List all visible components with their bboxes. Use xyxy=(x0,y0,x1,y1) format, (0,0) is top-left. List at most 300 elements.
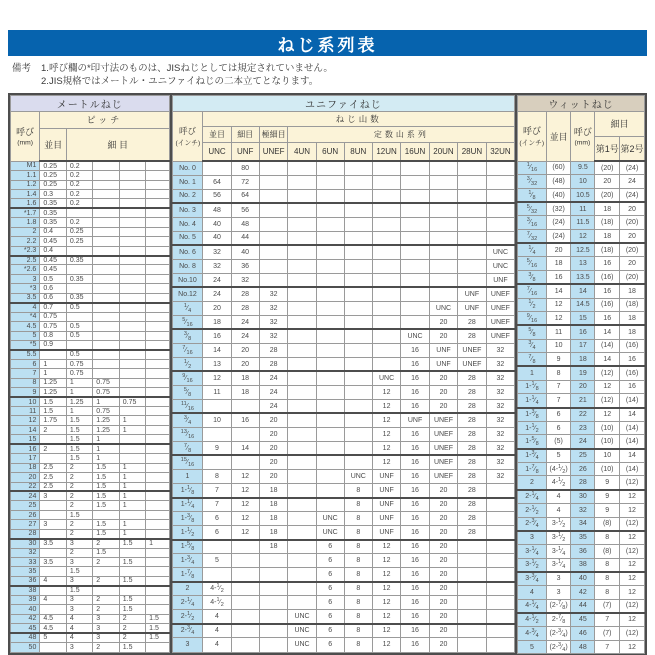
value-cell: 12 xyxy=(231,512,259,526)
row-name-cell: 33 xyxy=(11,558,40,567)
metric-section xyxy=(10,95,170,653)
value-cell xyxy=(486,498,515,512)
value-cell: 24 xyxy=(620,175,645,189)
value-cell xyxy=(66,246,92,255)
value-cell xyxy=(146,435,169,444)
value-cell xyxy=(146,227,169,236)
table-row xyxy=(518,202,645,216)
value-cell: (12) xyxy=(595,366,620,380)
table-row xyxy=(11,256,170,265)
value-cell: 20 xyxy=(429,568,457,582)
value-cell xyxy=(146,171,169,180)
value-cell: 3 xyxy=(93,624,119,633)
value-cell: 9 xyxy=(595,503,620,517)
row-name-cell: $^1⁄_{16}$ xyxy=(518,161,547,175)
value-cell: 1 xyxy=(119,473,145,482)
value-cell: 18 xyxy=(595,202,620,216)
value-cell xyxy=(288,596,316,610)
value-cell xyxy=(401,315,429,329)
value-cell xyxy=(486,189,515,203)
row-name-cell: $1-^1⁄_2$ xyxy=(518,421,547,435)
row-name-cell: 4.5 xyxy=(11,322,40,331)
value-cell: 12 xyxy=(372,582,400,596)
value-cell xyxy=(288,203,316,217)
value-cell xyxy=(288,329,316,343)
value-cell: 1.5 xyxy=(119,642,145,652)
value-cell: 20 xyxy=(620,202,645,216)
value-cell xyxy=(486,217,515,231)
value-cell: UNC xyxy=(401,329,429,343)
value-cell: 1.5 xyxy=(93,501,119,510)
value-cell xyxy=(146,369,169,378)
value-cell xyxy=(119,340,145,349)
value-cell xyxy=(259,231,288,245)
table-row xyxy=(518,421,645,435)
table-row xyxy=(518,394,645,408)
value-cell: 32 xyxy=(486,469,515,483)
value-cell: 20 xyxy=(259,413,288,427)
row-name-cell: $2-^1⁄_4$ xyxy=(172,596,203,610)
table-row xyxy=(11,227,170,236)
table-row xyxy=(11,463,170,472)
value-cell: 0.8 xyxy=(40,331,67,340)
value-cell: 44 xyxy=(571,599,595,613)
col-header-28un: 28UN xyxy=(458,142,486,161)
notes-label: 備考 xyxy=(12,63,32,74)
value-cell xyxy=(119,378,145,387)
row-name-cell: 3 xyxy=(11,274,40,283)
value-cell: 10 xyxy=(571,175,595,189)
value-cell: 0.75 xyxy=(93,407,119,416)
value-cell: (7) xyxy=(595,627,620,641)
value-cell xyxy=(231,638,259,652)
row-name-cell: 1 xyxy=(172,469,203,483)
table-row xyxy=(518,613,645,627)
value-cell: 3 xyxy=(93,633,119,642)
value-cell: 24 xyxy=(231,329,259,343)
value-cell xyxy=(486,568,515,582)
value-cell xyxy=(259,554,288,568)
value-cell: 1 xyxy=(40,359,67,368)
value-cell: 12 xyxy=(620,531,645,545)
value-cell xyxy=(40,454,67,463)
value-cell: (14) xyxy=(620,435,645,449)
value-cell: 34 xyxy=(571,517,595,531)
value-cell: 16 xyxy=(401,526,429,540)
value-cell: 0.2 xyxy=(66,218,92,227)
table-row xyxy=(172,357,515,371)
unified-fine-header: 細目 xyxy=(231,126,259,142)
value-cell: 72 xyxy=(231,175,259,189)
value-cell xyxy=(146,444,169,453)
value-cell xyxy=(486,582,515,596)
value-cell: 1.5 xyxy=(119,539,145,548)
value-cell xyxy=(119,199,145,208)
table-row xyxy=(11,180,170,189)
value-cell: 4 xyxy=(66,624,92,633)
value-cell xyxy=(372,301,400,315)
value-cell: 1.5 xyxy=(66,435,92,444)
row-name-cell: 24 xyxy=(11,491,40,500)
value-cell: 1.25 xyxy=(66,397,92,406)
page-title-bar xyxy=(8,30,647,56)
whitworth-no1-header: 第1号 xyxy=(595,136,620,161)
value-cell: 16 xyxy=(595,312,620,326)
value-cell: 20 xyxy=(429,540,457,554)
value-cell: 3 xyxy=(40,520,67,529)
value-cell: 32 xyxy=(486,399,515,413)
value-cell: 26 xyxy=(571,462,595,476)
row-name-cell: $^7⁄_8$ xyxy=(172,441,203,455)
value-cell: 7 xyxy=(595,640,620,654)
value-cell: 28 xyxy=(458,526,486,540)
table-row xyxy=(11,322,170,331)
value-cell: UNF xyxy=(372,512,400,526)
row-name-cell: 14 xyxy=(11,425,40,434)
table-row xyxy=(11,548,170,557)
value-cell xyxy=(316,259,344,273)
table-row xyxy=(11,388,170,397)
table-row xyxy=(11,529,170,538)
value-cell: (12) xyxy=(620,627,645,641)
value-cell: 20 xyxy=(595,175,620,189)
row-name-cell: 15 xyxy=(11,435,40,444)
value-cell: 12 xyxy=(203,371,231,385)
value-cell xyxy=(146,322,169,331)
table-row xyxy=(172,329,515,343)
value-cell: $4-^1⁄_2$ xyxy=(546,476,571,490)
value-cell xyxy=(316,385,344,399)
value-cell xyxy=(372,217,400,231)
value-cell xyxy=(119,350,145,359)
value-cell xyxy=(429,175,457,189)
value-cell: 16 xyxy=(401,596,429,610)
value-cell: 0.35 xyxy=(40,218,67,227)
value-cell: 13 xyxy=(571,257,595,271)
value-cell xyxy=(344,189,372,203)
value-cell: 0.5 xyxy=(40,274,67,283)
row-name-cell: No. 0 xyxy=(172,161,203,175)
table-row xyxy=(172,385,515,399)
value-cell xyxy=(146,303,169,312)
value-cell: UNC xyxy=(288,624,316,638)
value-cell xyxy=(119,284,145,293)
value-cell: 1 xyxy=(119,416,145,425)
table-row xyxy=(172,371,515,385)
value-cell xyxy=(119,218,145,227)
value-cell: UNEF xyxy=(429,427,457,441)
value-cell: 0.5 xyxy=(66,322,92,331)
table-row xyxy=(11,510,170,519)
value-cell: 24 xyxy=(259,385,288,399)
value-cell: 0.2 xyxy=(66,161,92,170)
table-row xyxy=(518,544,645,558)
value-cell xyxy=(231,427,259,441)
value-cell: 0.5 xyxy=(66,350,92,359)
metric-pitch-header: ピッチ xyxy=(40,111,169,128)
value-cell: 4 xyxy=(546,503,571,517)
value-cell xyxy=(259,596,288,610)
row-name-cell: $^1⁄_8$ xyxy=(518,189,547,203)
value-cell xyxy=(401,203,429,217)
value-cell xyxy=(146,454,169,463)
value-cell: 12 xyxy=(231,469,259,483)
value-cell: 1.5 xyxy=(66,510,92,519)
table-row xyxy=(11,359,170,368)
table-row xyxy=(11,482,170,491)
value-cell: $3-^1⁄_2$ xyxy=(546,531,571,545)
value-cell: 1 xyxy=(119,482,145,491)
row-name-cell: 38 xyxy=(11,586,40,595)
value-cell: 28 xyxy=(458,441,486,455)
value-cell: 80 xyxy=(231,161,259,175)
value-cell xyxy=(119,312,145,321)
col-header-6un: 6UN xyxy=(316,142,344,161)
value-cell xyxy=(146,501,169,510)
table-row xyxy=(172,231,515,245)
row-name-cell: $^5⁄_{32}$ xyxy=(518,202,547,216)
value-cell xyxy=(458,610,486,624)
value-cell: (8) xyxy=(595,544,620,558)
value-cell xyxy=(146,208,169,217)
row-name-cell: 10 xyxy=(11,397,40,406)
value-cell xyxy=(259,189,288,203)
value-cell xyxy=(288,413,316,427)
value-cell xyxy=(231,540,259,554)
table-row xyxy=(11,208,170,217)
value-cell xyxy=(401,301,429,315)
value-cell xyxy=(344,315,372,329)
row-name-cell: 45 xyxy=(11,624,40,633)
value-cell xyxy=(231,582,259,596)
table-row xyxy=(172,259,515,273)
value-cell: 40 xyxy=(203,231,231,245)
value-cell: 0.35 xyxy=(66,274,92,283)
row-name-cell: 4 xyxy=(11,303,40,312)
value-cell: 7 xyxy=(546,380,571,394)
value-cell: 24 xyxy=(571,435,595,449)
value-cell: 0.2 xyxy=(66,180,92,189)
value-cell xyxy=(146,510,169,519)
value-cell xyxy=(316,175,344,189)
value-cell: 12 xyxy=(546,312,571,326)
value-cell xyxy=(401,217,429,231)
value-cell: 0.75 xyxy=(66,359,92,368)
value-cell xyxy=(146,199,169,208)
value-cell: 28 xyxy=(458,385,486,399)
value-cell xyxy=(231,455,259,469)
value-cell: 3 xyxy=(40,491,67,500)
value-cell: 16 xyxy=(546,271,571,285)
table-row xyxy=(172,427,515,441)
value-cell: 1.5 xyxy=(40,397,67,406)
value-cell xyxy=(316,469,344,483)
value-cell: 14.5 xyxy=(571,298,595,312)
value-cell: 8 xyxy=(595,572,620,586)
row-name-cell: $3-^1⁄_4$ xyxy=(518,544,547,558)
row-name-cell: 12 xyxy=(11,416,40,425)
value-cell: 1.75 xyxy=(40,416,67,425)
value-cell xyxy=(288,259,316,273)
value-cell: 32 xyxy=(486,413,515,427)
value-cell: 20 xyxy=(429,399,457,413)
value-cell: 6 xyxy=(316,540,344,554)
value-cell: 16 xyxy=(401,483,429,497)
value-cell: 6 xyxy=(316,582,344,596)
metric-table xyxy=(10,95,170,653)
value-cell: $(2-^3⁄_4)$ xyxy=(546,640,571,654)
table-row xyxy=(172,610,515,624)
table-row xyxy=(172,582,515,596)
value-cell xyxy=(203,427,231,441)
value-cell: 16 xyxy=(401,469,429,483)
row-name-cell: *2.6 xyxy=(11,265,40,274)
value-cell xyxy=(288,441,316,455)
value-cell: 1.5 xyxy=(66,425,92,434)
value-cell xyxy=(344,161,372,175)
value-cell xyxy=(316,455,344,469)
value-cell: 1 xyxy=(66,407,92,416)
value-cell: 8 xyxy=(546,366,571,380)
value-cell: UNC xyxy=(372,371,400,385)
value-cell xyxy=(203,399,231,413)
row-name-cell: 40 xyxy=(11,605,40,614)
value-cell xyxy=(316,399,344,413)
value-cell xyxy=(486,540,515,554)
value-cell: 12 xyxy=(620,572,645,586)
value-cell: 32 xyxy=(486,455,515,469)
value-cell: 0.35 xyxy=(40,208,67,217)
value-cell: 16 xyxy=(401,427,429,441)
table-row xyxy=(11,576,170,585)
value-cell: (24) xyxy=(620,189,645,203)
value-cell: 16 xyxy=(401,357,429,371)
value-cell: 9 xyxy=(595,490,620,504)
value-cell: (14) xyxy=(620,462,645,476)
value-cell: $(4-^1⁄_2)$ xyxy=(546,462,571,476)
value-cell: 12 xyxy=(372,596,400,610)
value-cell xyxy=(119,435,145,444)
value-cell xyxy=(288,455,316,469)
table-row xyxy=(11,246,170,255)
value-cell: 28 xyxy=(458,512,486,526)
value-cell: 56 xyxy=(203,189,231,203)
unified-threads-header: ねじ山数 xyxy=(203,111,515,126)
value-cell xyxy=(119,359,145,368)
value-cell: 1.25 xyxy=(93,416,119,425)
value-cell xyxy=(429,189,457,203)
value-cell: (8) xyxy=(595,517,620,531)
value-cell: 44 xyxy=(231,231,259,245)
row-name-cell: 3.5 xyxy=(11,293,40,302)
value-cell: 1 xyxy=(119,501,145,510)
value-cell xyxy=(66,265,92,274)
value-cell: 4 xyxy=(203,624,231,638)
value-cell xyxy=(288,245,316,259)
whitworth-section-header: ウィットねじ xyxy=(518,95,645,111)
whitworth-fine-header: 細目 xyxy=(595,111,645,136)
value-cell xyxy=(288,427,316,441)
value-cell: 1 xyxy=(119,425,145,434)
value-cell xyxy=(344,441,372,455)
table-row xyxy=(172,189,515,203)
value-cell: 2 xyxy=(66,501,92,510)
value-cell xyxy=(288,554,316,568)
value-cell: 1.5 xyxy=(93,473,119,482)
value-cell: UNF xyxy=(372,483,400,497)
table-row xyxy=(11,642,170,652)
value-cell: 18 xyxy=(231,385,259,399)
value-cell: 16 xyxy=(401,371,429,385)
value-cell xyxy=(203,161,231,175)
value-cell xyxy=(146,293,169,302)
table-row xyxy=(172,540,515,554)
row-name-cell: 22 xyxy=(11,482,40,491)
value-cell: 0.25 xyxy=(66,237,92,246)
value-cell: 12 xyxy=(372,455,400,469)
value-cell xyxy=(288,357,316,371)
value-cell: 6 xyxy=(316,596,344,610)
value-cell xyxy=(40,435,67,444)
value-cell xyxy=(93,369,119,378)
value-cell: 13 xyxy=(203,357,231,371)
col-header-8un: 8UN xyxy=(344,142,372,161)
value-cell xyxy=(203,568,231,582)
value-cell: 0.45 xyxy=(40,265,67,274)
value-cell xyxy=(259,273,288,287)
value-cell: 16 xyxy=(401,624,429,638)
value-cell: 12 xyxy=(372,610,400,624)
value-cell: 20 xyxy=(620,230,645,244)
value-cell: 0.25 xyxy=(40,161,67,170)
value-cell: 16 xyxy=(401,385,429,399)
value-cell xyxy=(372,259,400,273)
value-cell: $(2-^3⁄_4)$ xyxy=(546,627,571,641)
table-row xyxy=(11,567,170,576)
value-cell: 0.45 xyxy=(40,237,67,246)
table-row xyxy=(11,425,170,434)
value-cell: 1 xyxy=(40,369,67,378)
value-cell: UNC xyxy=(486,259,515,273)
value-cell: (16) xyxy=(595,298,620,312)
value-cell xyxy=(458,273,486,287)
value-cell xyxy=(40,501,67,510)
value-cell xyxy=(93,510,119,519)
value-cell xyxy=(119,293,145,302)
value-cell: 40 xyxy=(203,217,231,231)
value-cell: 0.75 xyxy=(119,397,145,406)
table-row xyxy=(518,627,645,641)
whitworth-name-inch-header: 呼び (インチ) xyxy=(518,111,547,161)
value-cell: 32 xyxy=(259,287,288,301)
value-cell: (10) xyxy=(595,462,620,476)
value-cell: 2 xyxy=(40,444,67,453)
value-cell: 11 xyxy=(546,325,571,339)
value-cell xyxy=(344,203,372,217)
value-cell: 1.5 xyxy=(93,520,119,529)
row-name-cell: $^9⁄_{16}$ xyxy=(518,312,547,326)
value-cell: 20 xyxy=(429,498,457,512)
value-cell xyxy=(486,624,515,638)
value-cell xyxy=(316,483,344,497)
value-cell: 20 xyxy=(429,638,457,652)
value-cell xyxy=(288,231,316,245)
value-cell: 20 xyxy=(429,512,457,526)
table-row xyxy=(172,498,515,512)
value-cell: 20 xyxy=(259,469,288,483)
value-cell: UNF xyxy=(458,301,486,315)
value-cell xyxy=(119,407,145,416)
